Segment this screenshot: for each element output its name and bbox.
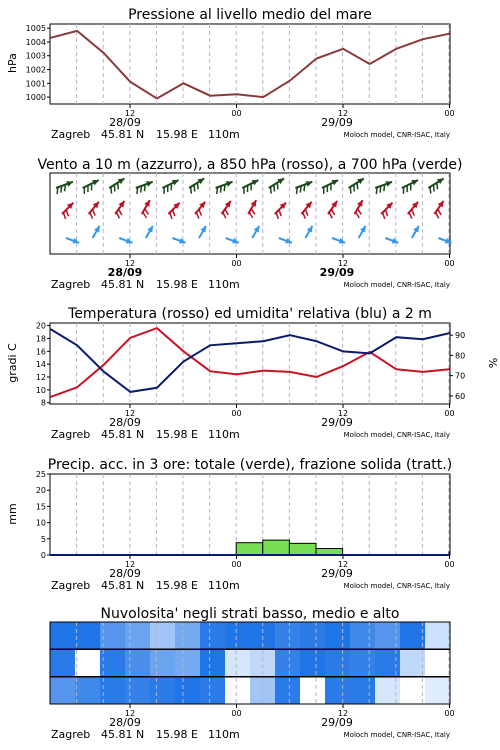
location-city: Zagreb (51, 728, 91, 741)
cloud-cell (350, 649, 375, 676)
location-lon: 15.98 E (156, 278, 198, 291)
x-tick-label: 12 (337, 259, 349, 268)
x-tick-label: 00 (444, 109, 455, 118)
wind-arrow-head (94, 224, 102, 232)
cloud-cell (75, 649, 100, 676)
x-tick-label: 12 (124, 409, 136, 418)
cloud-cell (225, 649, 250, 676)
precip-bar (236, 543, 263, 555)
pressure-panel (6, 7, 455, 141)
wind-arrow-head (251, 199, 259, 207)
y-tick-label: 10 (35, 518, 46, 528)
x-tick-label: 00 (444, 709, 455, 718)
cloud-cell (425, 622, 450, 649)
y-tick-label: 1001 (25, 79, 46, 89)
x-tick-label: 12 (337, 709, 349, 718)
location-elevation: 110m (208, 428, 240, 441)
y-tick-label: 25 (35, 470, 46, 479)
y-tick-label: 1002 (25, 65, 46, 75)
wind-arrow (240, 177, 261, 193)
date-label: 28/09 (109, 116, 141, 129)
wind-arrow (320, 177, 341, 193)
wind-arrow-head (92, 177, 100, 185)
wind-arrow (245, 199, 261, 218)
cloud-cell (350, 622, 375, 649)
cloud-cell (275, 649, 300, 676)
x-tick-label: 00 (444, 409, 455, 418)
y-tick-label: 15 (35, 502, 46, 512)
x-tick-label: 00 (231, 109, 242, 118)
date-label: 29/09 (321, 116, 353, 129)
wind-arrow-barb (294, 187, 299, 194)
wind-arrow (139, 199, 155, 218)
x-tick-label: 12 (337, 409, 349, 418)
wind-arrow-head (172, 177, 180, 185)
date-label: 28/09 (109, 567, 141, 580)
wind-arrow (143, 224, 155, 239)
wind-arrow-barb (135, 187, 140, 194)
wind-title: Vento a 10 m (azzurro), a 850 hPa (rosso), a 700 hPa (verde) (37, 157, 463, 173)
x-tick-label: 12 (124, 709, 136, 718)
wind-arrow (298, 200, 316, 219)
wind-arrow (90, 224, 102, 239)
date-label: 29/09 (321, 416, 353, 429)
wind-arrow (266, 176, 287, 194)
cloud-cell (75, 677, 100, 704)
y-tick-label: 90 (455, 331, 466, 341)
wind-arrow-head (360, 224, 368, 232)
cloud-cell (75, 622, 100, 649)
location-lat: 45.81 N (101, 579, 145, 592)
y-tick-label: 1005 (25, 24, 46, 34)
wind-arrow (384, 235, 399, 245)
cloud-cell (125, 622, 150, 649)
wind-arrow-barb (401, 187, 406, 194)
wind-arrow-head (413, 224, 421, 232)
cloud-cell (375, 649, 400, 676)
humidity-line (51, 329, 450, 392)
cloud-cell (200, 622, 225, 649)
x-tick-label: 12 (337, 560, 349, 569)
wind-arrow (400, 177, 421, 193)
cloud-cell (400, 622, 425, 649)
wind-arrow-head (411, 177, 419, 185)
model-credit: Moloch model, CNR-ISAC, Italy (343, 731, 450, 739)
wind-arrow (134, 179, 155, 194)
wind-arrow-barb (162, 187, 167, 194)
x-tick-label: 12 (124, 560, 136, 569)
wind-arrow (331, 235, 346, 245)
cloud-cell (300, 677, 325, 704)
wind-arrow (303, 224, 315, 239)
wind-arrow (112, 199, 129, 218)
precip-bar (263, 540, 290, 555)
wind-arrow (426, 176, 447, 194)
x-tick-label: 12 (337, 109, 349, 118)
y-tick-label: 5 (40, 534, 46, 544)
cloud-cell (400, 649, 425, 676)
location-city: Zagreb (51, 128, 91, 141)
cloud-cell (275, 677, 300, 704)
wind-arrow (80, 177, 101, 193)
cloud-cell (50, 622, 75, 649)
y-tick-label: 10 (35, 385, 46, 395)
wind-arrow (187, 176, 208, 194)
x-tick-label: 00 (444, 560, 455, 569)
y-tick-label: 1004 (25, 37, 46, 47)
cloud-cell (225, 677, 250, 704)
location-lat: 45.81 N (101, 428, 145, 441)
wind-arrow (293, 179, 314, 194)
wind-arrow-barb (55, 187, 60, 194)
precip-panel (6, 457, 455, 592)
wind-arrow (225, 235, 240, 245)
cloud-cell (300, 649, 325, 676)
precip-bar (289, 543, 316, 555)
cloud-cell (200, 649, 225, 676)
wind-arrow (54, 179, 75, 194)
cloud-cell (200, 677, 225, 704)
y-tick-label: 70 (455, 371, 466, 381)
wind-arrow (409, 224, 421, 239)
y-tick-label: 16 (35, 347, 46, 357)
cloud-cell (375, 677, 400, 704)
wind-arrow-barb (321, 187, 326, 194)
wind-arrow (405, 200, 423, 219)
date-label: 28/09 (107, 266, 143, 279)
temperature-panel (6, 306, 499, 441)
wind-arrow-barb (241, 187, 246, 194)
cloud-cell (175, 677, 200, 704)
model-credit: Moloch model, CNR-ISAC, Italy (343, 431, 450, 439)
location-lon: 15.98 E (156, 128, 198, 141)
wind-arrow (373, 179, 394, 194)
cloud-cell (375, 622, 400, 649)
cloud-cell (50, 677, 75, 704)
x-tick-label: 12 (124, 109, 136, 118)
y-tick-label: 0 (40, 551, 46, 560)
cloud-cell (225, 622, 250, 649)
location-lon: 15.98 E (156, 728, 198, 741)
wind-arrow-head (144, 199, 152, 207)
date-label: 29/09 (319, 266, 355, 279)
wind-arrow (214, 179, 235, 194)
y-tick-label: 8 (40, 398, 46, 408)
wind-arrow (118, 235, 133, 245)
location-city: Zagreb (51, 428, 91, 441)
wind-arrow (219, 199, 236, 218)
location-elevation: 110m (208, 579, 240, 592)
pressure-info (51, 116, 450, 141)
location-elevation: 110m (208, 128, 240, 141)
cloud-cell (325, 649, 350, 676)
cloud-cell (150, 622, 175, 649)
x-tick-label: 00 (231, 560, 242, 569)
wind-arrow (250, 224, 262, 239)
cloud-cell (350, 677, 375, 704)
date-label: 29/09 (321, 567, 353, 580)
wind-arrow (171, 235, 186, 245)
date-label: 28/09 (109, 416, 141, 429)
y-tick-label: 20 (35, 321, 46, 331)
y-tick-label: 80 (455, 351, 466, 361)
wind-arrow-head (357, 199, 365, 207)
cloud-cell (175, 622, 200, 649)
date-label: 28/09 (109, 716, 141, 729)
wind-arrow (107, 176, 128, 194)
cloud-cell (175, 649, 200, 676)
cloud-cell (325, 622, 350, 649)
location-elevation: 110m (208, 278, 240, 291)
wind-arrow-head (307, 224, 315, 232)
wind-arrow-head (331, 177, 339, 185)
pressure-ylabel: hPa (6, 53, 19, 73)
model-credit: Moloch model, CNR-ISAC, Italy (343, 582, 450, 590)
cloud-cell (150, 649, 175, 676)
cloud-cell (300, 622, 325, 649)
wind-arrow-head (147, 224, 155, 232)
y-tick-label: 18 (35, 334, 46, 344)
x-tick-label: 00 (231, 709, 242, 718)
wind-arrow-barb (215, 187, 220, 194)
location-lon: 15.98 E (156, 579, 198, 592)
x-tick-label: 12 (124, 259, 136, 268)
location-city: Zagreb (51, 278, 91, 291)
wind-panel (37, 157, 462, 291)
precip-title: Precip. acc. in 3 ore: totale (verde), frazione solida (tratt.) (47, 457, 453, 473)
wind-arrow-head (252, 177, 260, 185)
cloud-panel (50, 606, 455, 741)
temperature-frame (50, 323, 450, 404)
y-tick-label: 1003 (25, 51, 46, 61)
pressure-frame (50, 24, 450, 104)
wind-arrow (65, 235, 80, 245)
pressure-title: Pressione al livello medio del mare (128, 7, 372, 23)
cloud-cell (325, 677, 350, 704)
cloud-title: Nuvolosita' negli strati basso, medio e alto (100, 606, 400, 622)
wind-arrow (325, 199, 342, 218)
x-tick-label: 00 (231, 409, 242, 418)
wind-arrow-head (254, 224, 262, 232)
wind-arrow (278, 235, 293, 245)
wind-arrow (378, 201, 396, 219)
cloud-cell (100, 649, 125, 676)
pressure-line (51, 31, 450, 99)
wind-arrow-barb (374, 187, 379, 194)
wind-arrow (86, 200, 104, 219)
wind-arrow (196, 224, 208, 239)
wind-arrow-barb (82, 187, 87, 194)
model-credit: Moloch model, CNR-ISAC, Italy (343, 131, 450, 139)
cloud-cell (150, 677, 175, 704)
x-tick-label: 00 (444, 259, 455, 268)
precip-ylabel: mm (6, 503, 19, 525)
wind-arrow (192, 200, 210, 219)
location-lat: 45.81 N (101, 128, 145, 141)
temperature-title: Temperatura (rosso) ed umidita' relativa (blu) a 2 m (68, 306, 432, 322)
y-tick-label: 20 (35, 486, 46, 496)
cloud-cell (125, 677, 150, 704)
location-elevation: 110m (208, 728, 240, 741)
wind-arrow (352, 199, 368, 218)
wind-arrow (160, 177, 181, 193)
date-label: 29/09 (321, 716, 353, 729)
cloud-cell (125, 649, 150, 676)
y-tick-label: 14 (35, 360, 46, 370)
cloud-cell (275, 622, 300, 649)
location-lat: 45.81 N (101, 728, 145, 741)
wind-arrow (356, 224, 368, 239)
cloud-cell (50, 649, 75, 676)
y-tick-label: 12 (35, 373, 46, 382)
cloud-cell (400, 677, 425, 704)
cloud-cell (425, 677, 450, 704)
cloud-cell (100, 622, 125, 649)
location-city: Zagreb (51, 579, 91, 592)
wind-arrow (431, 199, 448, 218)
cloud-cell (425, 649, 450, 676)
y-tick-label: 1000 (25, 93, 46, 103)
wind-arrow (59, 201, 77, 219)
temperature-ylabel: gradi C (6, 343, 19, 383)
y-tick-label: 60 (455, 391, 466, 401)
x-tick-label: 00 (231, 259, 242, 268)
wind-arrow (346, 176, 367, 194)
wind-arrow (166, 201, 184, 219)
humidity-ylabel: % (486, 357, 499, 369)
model-credit: Moloch model, CNR-ISAC, Italy (343, 281, 450, 289)
cloud-cell (100, 677, 125, 704)
wind-arrow (272, 201, 290, 219)
location-lon: 15.98 E (156, 428, 198, 441)
temperature-line (51, 328, 450, 397)
location-lat: 45.81 N (101, 278, 145, 291)
wind-arrow-head (200, 224, 208, 232)
